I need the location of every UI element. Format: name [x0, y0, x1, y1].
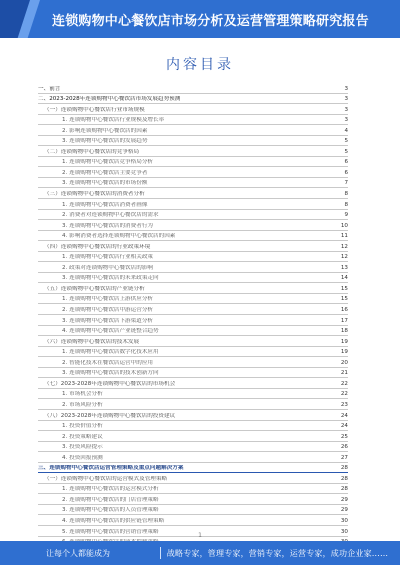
- toc-entry-page: 12: [340, 243, 348, 250]
- toc-entry-label: （八）2023-2028年连锁购物中心餐饮店的投资建议: [44, 412, 176, 419]
- toc-entry-page: 5: [344, 138, 348, 145]
- toc-entry[interactable]: [38, 294, 348, 305]
- toc-entry[interactable]: [38, 484, 348, 495]
- toc-entry[interactable]: [38, 283, 348, 294]
- toc-entry-page: 19: [340, 349, 348, 356]
- toc-entry-label: 3. 连锁购物中心餐饮店的发展趋势: [62, 138, 148, 145]
- toc-entry[interactable]: [38, 326, 348, 337]
- toc-entry-label: 2. 消费者对连锁购物中心餐饮店的需求: [62, 212, 159, 219]
- toc-entry-label: （三）连锁购物中心餐饮店的消费者分析: [44, 191, 145, 198]
- toc-entry[interactable]: [38, 410, 348, 421]
- toc-entry-page: 28: [340, 465, 348, 472]
- toc-entry-label: （一）连锁购物中心餐饮店行业市场规模: [44, 106, 145, 113]
- toc-entry-label: 2. 市场风险分析: [62, 401, 103, 408]
- toc-entry-label: 1. 连锁购物中心餐饮店竞争格局分析: [62, 159, 154, 166]
- toc-entry-page: 20: [340, 359, 348, 366]
- toc-entry-page: 10: [340, 222, 348, 229]
- toc-entry-page: 6: [344, 159, 348, 166]
- toc-entry[interactable]: [38, 347, 348, 358]
- toc-entry-label: 1. 连锁购物中心餐饮店上游供应分析: [62, 296, 154, 303]
- toc-entry-label: 2. 影响连锁购物中心餐饮店的因素: [62, 127, 148, 134]
- toc-entry-label: （四）连锁购物中心餐饮店的行业政策环境: [44, 243, 151, 250]
- toc-entry-label: （七）2023-2028年连锁购物中心餐饮店的市场机会: [44, 380, 176, 387]
- toc-entry[interactable]: [38, 252, 348, 263]
- toc-entry-page: 26: [340, 444, 348, 451]
- toc-entry-label: 4. 投资回报预测: [62, 454, 103, 461]
- toc-entry-page: 8: [344, 191, 348, 198]
- toc-entry[interactable]: [38, 273, 348, 284]
- toc-entry-page: 24: [340, 423, 348, 430]
- toc-entry[interactable]: [38, 199, 348, 210]
- toc-entry[interactable]: [38, 378, 348, 389]
- page-number: 1: [198, 532, 202, 539]
- toc-entry-label: 2. 政策对连锁购物中心餐饮店的影响: [62, 264, 154, 271]
- toc-entry-page: 4: [344, 127, 348, 134]
- toc-entry-page: 29: [340, 496, 348, 503]
- toc-entry[interactable]: [38, 389, 348, 400]
- toc-entry-label: 二、2023-2028年连锁购物中心餐饮店市场发展趋势预测: [38, 96, 181, 103]
- toc-entry[interactable]: [38, 494, 348, 505]
- toc-heading: 内容目录: [166, 57, 234, 73]
- toc-entry[interactable]: [38, 505, 348, 516]
- toc-entry-label: 1. 连锁购物中心餐饮店行业相关政策: [62, 254, 154, 261]
- toc-entry-page: 22: [340, 391, 348, 398]
- toc-entry[interactable]: [38, 157, 348, 168]
- toc-entry-page: 30: [340, 517, 348, 524]
- toc-entry-page: 16: [340, 307, 348, 314]
- toc-entry[interactable]: [38, 452, 348, 463]
- toc-entry-page: 5: [344, 148, 348, 155]
- toc-entry-page: 3: [344, 85, 348, 92]
- toc-entry[interactable]: [38, 136, 348, 147]
- toc-entry-page: 21: [340, 370, 348, 377]
- toc-entry[interactable]: [38, 463, 348, 474]
- toc-entry-label: （五）连锁购物中心餐饮店的产业链分析: [44, 285, 145, 292]
- toc-entry[interactable]: [38, 262, 348, 273]
- toc-entry-label: 一、前言: [38, 85, 61, 92]
- toc-entry-label: 1. 投资价值分析: [62, 423, 103, 430]
- toc-entry[interactable]: [38, 515, 348, 526]
- toc-entry-page: 24: [340, 412, 348, 419]
- toc-entry[interactable]: [38, 188, 348, 199]
- toc-entry-label: 2. 智能化技术在餐饮店运营中的应用: [62, 359, 154, 366]
- toc-entry-page: 29: [340, 507, 348, 514]
- toc-entry[interactable]: [38, 368, 348, 379]
- toc-entry-page: 18: [340, 328, 348, 335]
- toc-entry-page: 14: [340, 275, 348, 282]
- toc-entry-page: 3: [344, 96, 348, 103]
- toc-entry-page: 13: [340, 264, 348, 271]
- toc-entry-page: 19: [340, 338, 348, 345]
- toc-entry[interactable]: [38, 104, 348, 115]
- toc-entry-page: 15: [340, 296, 348, 303]
- toc-entry-label: 1. 连锁购物中心餐饮店消费者画像: [62, 201, 148, 208]
- toc-entry-label: 1. 市场机会分析: [62, 391, 103, 398]
- toc-entry[interactable]: [38, 442, 348, 453]
- toc-entry-label: 4. 影响消费者选择连锁购物中心餐饮店的因素: [62, 233, 176, 240]
- toc-entry[interactable]: [38, 220, 348, 231]
- toc-entry-page: 8: [344, 201, 348, 208]
- toc-entry-page: 11: [340, 233, 348, 240]
- toc-entry-label: 4. 连锁购物中心餐饮店的供应链管理策略: [62, 517, 165, 524]
- toc-entry[interactable]: [38, 231, 348, 242]
- toc-entry[interactable]: [38, 421, 348, 432]
- toc-entry-page: 28: [340, 475, 348, 482]
- toc-entry[interactable]: [38, 357, 348, 368]
- toc-entry-label: （二）连锁购物中心餐饮店的竞争格局: [44, 148, 140, 155]
- toc-entry-label: 2. 连锁购物中心餐饮店中游运营分析: [62, 307, 154, 314]
- footer-slogan: 让每个人都能成为: [46, 548, 110, 558]
- toc-entry-label: 3. 连锁购物中心餐饮店的人员管理策略: [62, 507, 159, 514]
- toc-entry[interactable]: [38, 336, 348, 347]
- toc-entry-label: 3. 连锁购物中心餐饮店的未来政策走向: [62, 275, 159, 282]
- toc-entry-label: 4. 连锁购物中心餐饮店产业链整合趋势: [62, 328, 159, 335]
- toc-entry[interactable]: [38, 315, 348, 326]
- toc-entry-label: 三、连锁购物中心餐饮店运营管理策略及重点问题解决方案: [38, 465, 184, 472]
- toc-entry-label: 3. 连锁购物中心餐饮店的市场份额: [62, 180, 148, 187]
- footer-banner: [0, 541, 400, 565]
- toc-entry-label: 2. 连锁购物中心餐饮店的门店管理策略: [62, 496, 159, 503]
- toc-entry[interactable]: [38, 473, 348, 484]
- toc-entry[interactable]: [38, 125, 348, 136]
- toc-entry[interactable]: [38, 178, 348, 189]
- toc-entry-label: 3. 投资风险提示: [62, 444, 103, 451]
- toc-entry[interactable]: [38, 210, 348, 221]
- toc-entry-label: 3. 连锁购物中心餐饮店的技术创新方向: [62, 370, 159, 377]
- toc-entry-label: （一）连锁购物中心餐饮店的运营模式及管理策略: [44, 475, 168, 482]
- toc-entry-label: 3. 连锁购物中心餐饮店的消费者行为: [62, 222, 154, 229]
- header-banner: [0, 0, 400, 38]
- toc-entry[interactable]: [38, 94, 348, 105]
- report-title: 连锁购物中心餐饮店市场分析及运营管理策略研究报告: [52, 14, 369, 29]
- toc-entry-label: 1. 连锁购物中心餐饮店行业规模及增长率: [62, 117, 165, 124]
- toc-entry-label: 1. 连锁购物中心餐饮店数字化技术应用: [62, 349, 159, 356]
- toc-entry[interactable]: [38, 83, 348, 94]
- toc-entry-label: 1. 连锁购物中心餐饮店的运营模式分析: [62, 486, 159, 493]
- toc-entry-label: （六）连锁购物中心餐饮店的技术发展: [44, 338, 140, 345]
- footer-divider: [160, 547, 161, 559]
- toc-entry-page: 22: [340, 380, 348, 387]
- toc-entry-label: 5. 连锁购物中心餐饮店的营销管理策略: [62, 528, 159, 535]
- toc-entry[interactable]: [38, 399, 348, 410]
- toc-entry-page: 17: [340, 317, 348, 324]
- toc-entry-label: 2. 连锁购物中心餐饮店主要竞争者: [62, 169, 148, 176]
- table-of-contents: [38, 83, 348, 547]
- toc-entry[interactable]: [38, 115, 348, 126]
- toc-entry-page: 28: [340, 486, 348, 493]
- footer-tagline: 战略专家，管理专家，营销专家，运营专家，成功企业家……: [166, 548, 389, 558]
- toc-entry-page: 6: [344, 169, 348, 176]
- toc-entry-page: 25: [340, 433, 348, 440]
- toc-entry[interactable]: [38, 167, 348, 178]
- toc-entry-page: 3: [344, 106, 348, 113]
- toc-entry[interactable]: [38, 431, 348, 442]
- toc-entry-label: 3. 连锁购物中心餐饮店下游渠道分析: [62, 317, 154, 324]
- toc-entry-page: 12: [340, 254, 348, 261]
- toc-entry[interactable]: [38, 304, 348, 315]
- toc-entry-page: 7: [344, 180, 348, 187]
- toc-entry[interactable]: [38, 241, 348, 252]
- toc-entry[interactable]: [38, 146, 348, 157]
- toc-entry-page: 9: [344, 212, 348, 219]
- toc-entry-page: 3: [344, 117, 348, 124]
- toc-entry-page: 23: [340, 401, 348, 408]
- toc-entry-label: 2. 投资策略建议: [62, 433, 103, 440]
- toc-entry-page: 30: [340, 528, 348, 535]
- toc-entry-page: 15: [340, 285, 348, 292]
- toc-entry-page: 27: [340, 454, 348, 461]
